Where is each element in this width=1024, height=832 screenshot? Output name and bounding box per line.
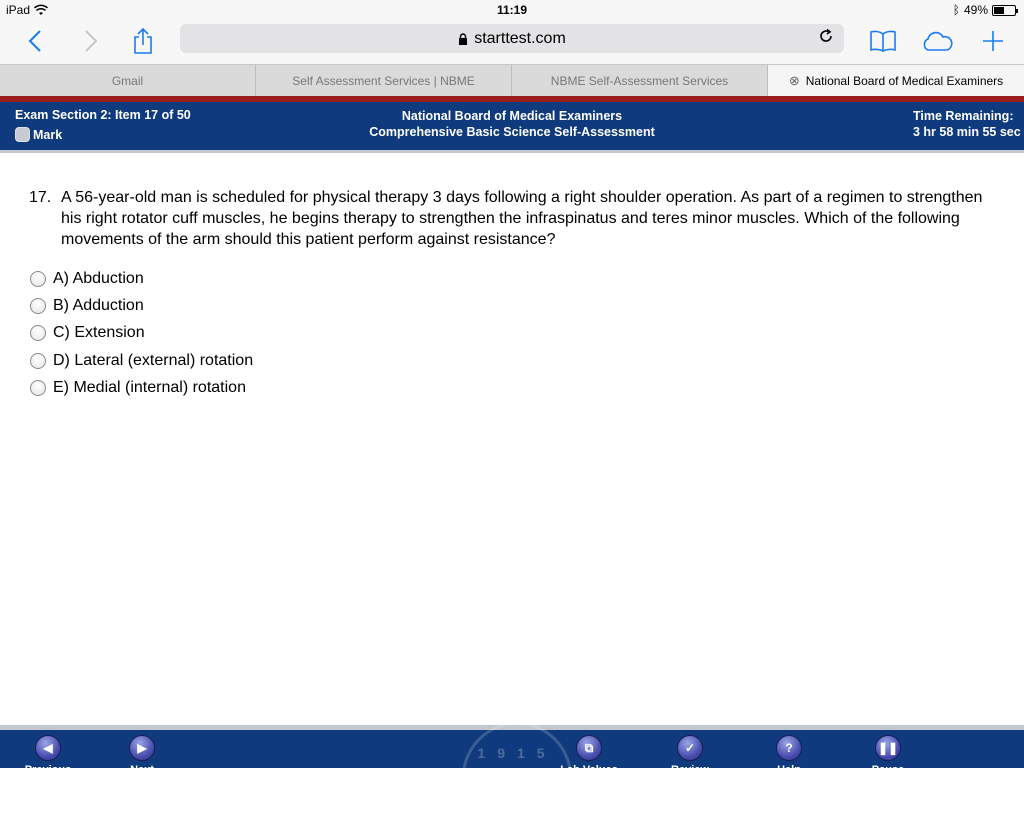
next-label: Next <box>130 764 154 776</box>
battery-icon <box>992 5 1016 16</box>
new-tab-button[interactable] <box>978 26 1008 56</box>
tab-label: National Board of Medical Examiners <box>805 73 1004 88</box>
radio-button[interactable] <box>30 353 46 369</box>
answer-option-d[interactable] <box>30 347 253 374</box>
checkmark-icon: ✓ <box>677 735 703 761</box>
share-icon <box>132 27 154 55</box>
previous-button[interactable] <box>3 730 93 776</box>
exam-header <box>0 102 1024 150</box>
radio-button[interactable] <box>30 271 46 287</box>
cloud-tabs-button[interactable] <box>922 26 952 56</box>
cloud-icon <box>920 30 954 52</box>
option-label[interactable]: A) Abduction <box>53 269 144 287</box>
lab-values-icon: ⧉ <box>576 735 602 761</box>
tab-label: NBME Self-Assessment Services <box>550 73 729 88</box>
header-shadow <box>0 150 1024 153</box>
option-label[interactable]: D) Lateral (external) rotation <box>53 351 254 369</box>
mark-label: Mark <box>33 127 63 142</box>
chevron-right-icon <box>84 29 98 53</box>
close-tab-icon[interactable]: ⊗ <box>788 72 800 88</box>
device-name: iPad <box>6 3 31 17</box>
next-button[interactable] <box>97 730 187 776</box>
status-bar <box>0 0 1024 20</box>
tab-nbme-active[interactable] <box>768 65 1024 96</box>
lab-values-label: Lab Values <box>560 764 618 776</box>
help-button[interactable] <box>744 730 834 776</box>
chevron-left-icon <box>28 29 42 53</box>
previous-label: Previous <box>24 764 72 776</box>
radio-button[interactable] <box>30 325 46 341</box>
back-button[interactable] <box>20 26 50 56</box>
option-label[interactable]: E) Medial (internal) rotation <box>53 378 246 396</box>
help-label: Help <box>777 764 801 776</box>
answer-option-a[interactable] <box>30 265 253 292</box>
bluetooth-icon: ᛒ <box>952 3 960 17</box>
pause-label: Pause <box>871 764 905 776</box>
radio-button[interactable] <box>30 298 46 314</box>
time-value: 3 hr 58 min 55 sec <box>913 125 1021 139</box>
tab-nbme-self-assessment[interactable] <box>512 65 768 96</box>
lab-values-button[interactable] <box>544 730 634 776</box>
lock-icon <box>458 33 468 45</box>
pause-icon: ❚❚ <box>875 735 901 761</box>
url-text: starttest.com <box>474 29 566 47</box>
status-right <box>953 3 1016 17</box>
tab-gmail[interactable] <box>0 65 256 96</box>
share-button[interactable] <box>128 26 158 56</box>
right-arrow-icon: ▶ <box>129 735 155 761</box>
forward-button[interactable] <box>76 26 106 56</box>
battery-percent: 49% <box>963 3 988 17</box>
option-label[interactable]: B) Adduction <box>53 296 144 314</box>
exam-title-block <box>0 108 1024 140</box>
book-icon <box>869 30 897 52</box>
bottom-nav-bar <box>0 730 1024 776</box>
answer-option-e[interactable] <box>30 374 253 401</box>
status-time: 11:19 <box>496 3 528 17</box>
left-arrow-icon: ◀ <box>35 735 61 761</box>
answer-option-b[interactable] <box>30 292 253 319</box>
reload-icon <box>818 28 834 44</box>
pause-button[interactable] <box>843 730 933 776</box>
question-stem <box>29 187 999 250</box>
tab-label: Gmail <box>111 73 144 88</box>
exam-title: Comprehensive Basic Science Self-Assessment <box>369 125 655 139</box>
radio-button[interactable] <box>30 380 46 396</box>
reload-button[interactable] <box>818 28 834 49</box>
plus-icon <box>982 30 1004 52</box>
address-bar[interactable] <box>180 24 844 53</box>
tab-label: Self Assessment Services | NBME <box>292 73 475 88</box>
review-label: Review <box>671 764 709 776</box>
question-text: A 56-year-old man is scheduled for physical therapy 3 days following a right shoulder operation. As part of a regimen to strengthen his right rotator cuff muscles, he begins therapy to strengthen the infraspinatus and teres minor muscles. Which of the following movements of the arm should this patient perform against resistance? <box>61 189 983 248</box>
seal-year: 1915 <box>477 745 557 761</box>
option-label[interactable]: C) Extension <box>53 324 145 342</box>
review-button[interactable] <box>645 730 735 776</box>
time-label: Time Remaining: <box>913 109 1014 123</box>
answer-options <box>30 265 253 401</box>
org-title: National Board of Medical Examiners <box>401 109 623 123</box>
answer-option-c[interactable] <box>30 320 253 347</box>
tab-bar <box>0 64 1024 96</box>
item-counter: Exam Section 2: Item 17 of 50 <box>15 108 191 122</box>
time-remaining <box>913 108 1024 140</box>
bookmarks-button[interactable] <box>868 26 898 56</box>
browser-toolbar <box>0 20 1024 64</box>
tab-self-assessment-services[interactable] <box>256 65 512 96</box>
question-number: 17. <box>29 189 52 206</box>
question-icon: ? <box>776 735 802 761</box>
